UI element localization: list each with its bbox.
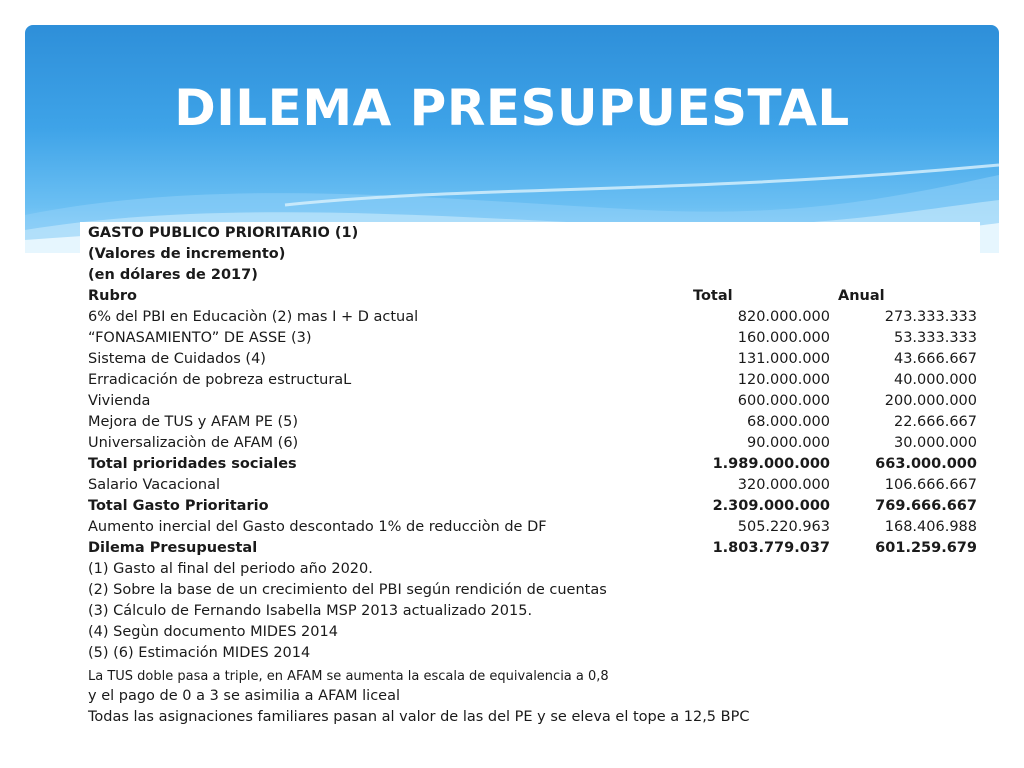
row-total: 600.000.000 (737, 393, 830, 409)
row-label: Sistema de Cuidados (4) (88, 351, 266, 367)
footnote: Todas las asignaciones familiares pasan al valor de las del PE y se eleva el tope a 12,5 BPC (88, 709, 750, 725)
table-row (88, 391, 978, 412)
row-label: Dilema Presupuestal (88, 540, 258, 556)
table-heading-3: (en dólares de 2017) (88, 267, 258, 283)
row-label: Mejora de TUS y AFAM PE (5) (88, 414, 299, 430)
table-row (88, 328, 978, 349)
row-anual: 168.406.988 (884, 519, 977, 535)
column-header-anual: Anual (838, 288, 885, 304)
table-heading-2: (Valores de incremento) (88, 246, 286, 262)
table-row (88, 433, 978, 454)
row-label: Vivienda (88, 393, 151, 409)
table-row (88, 475, 978, 496)
row-label: Total prioridades sociales (88, 456, 297, 472)
table-row (88, 349, 978, 370)
wave-decoration (25, 25, 999, 253)
row-anual: 40.000.000 (893, 372, 977, 388)
row-total: 68.000.000 (746, 414, 830, 430)
row-label: Universalizaciòn de AFAM (6) (88, 435, 299, 451)
row-anual: 663.000.000 (875, 456, 977, 472)
slide-header (25, 25, 999, 253)
row-total: 820.000.000 (737, 309, 830, 325)
budget-table (80, 222, 980, 737)
row-label: 6% del PBI en Educaciòn (2) mas I + D actual (88, 309, 419, 325)
row-anual: 601.259.679 (875, 540, 977, 556)
row-total: 1.989.000.000 (712, 456, 830, 472)
row-total: 505.220.963 (737, 519, 830, 535)
table-row (88, 307, 978, 328)
row-total: 320.000.000 (737, 477, 830, 493)
row-total: 2.309.000.000 (712, 498, 830, 514)
row-anual: 53.333.333 (893, 330, 977, 346)
table-row (88, 517, 978, 538)
row-label: Aumento inercial del Gasto descontado 1% de reducciòn de DF (88, 519, 547, 535)
row-label: “FONASAMIENTO” DE ASSE (3) (88, 330, 312, 346)
footnote: La TUS doble pasa a triple, en AFAM se aumenta la escala de equivalencia a 0,8 (88, 669, 609, 684)
note: (3) Cálculo de Fernando Isabella MSP 2013 actualizado 2015. (88, 603, 533, 619)
column-header-rubro: Rubro (88, 288, 137, 304)
row-anual: 769.666.667 (875, 498, 977, 514)
row-total: 90.000.000 (746, 435, 830, 451)
row-anual: 43.666.667 (893, 351, 977, 367)
column-header-total: Total (693, 288, 733, 304)
table-row-subtotal (88, 454, 978, 475)
row-total: 131.000.000 (737, 351, 830, 367)
row-total: 120.000.000 (737, 372, 830, 388)
table-column-headers (88, 286, 978, 307)
table-row-subtotal (88, 496, 978, 517)
row-anual: 200.000.000 (884, 393, 977, 409)
table-row (88, 412, 978, 433)
note: (5) (6) Estimación MIDES 2014 (88, 645, 311, 661)
table-row (88, 370, 978, 391)
slide-title: DILEMA PRESUPUESTAL (174, 79, 850, 137)
row-total: 1.803.779.037 (712, 540, 830, 556)
row-anual: 30.000.000 (893, 435, 977, 451)
note: (4) Segùn documento MIDES 2014 (88, 624, 338, 640)
row-label: Salario Vacacional (88, 477, 220, 493)
footnote: y el pago de 0 a 3 se asimilia a AFAM liceal (88, 688, 401, 704)
row-anual: 22.666.667 (893, 414, 977, 430)
note: (2) Sobre la base de un crecimiento del PBI según rendición de cuentas (88, 582, 607, 598)
row-label: Erradicación de pobreza estructuraL (88, 372, 352, 388)
row-anual: 273.333.333 (884, 309, 977, 325)
row-total: 160.000.000 (737, 330, 830, 346)
row-anual: 106.666.667 (884, 477, 977, 493)
table-row-total (88, 538, 978, 559)
row-label: Total Gasto Prioritario (88, 498, 269, 514)
table-heading-1: GASTO PUBLICO PRIORITARIO (1) (88, 225, 359, 241)
note: (1) Gasto al final del periodo año 2020. (88, 561, 373, 577)
